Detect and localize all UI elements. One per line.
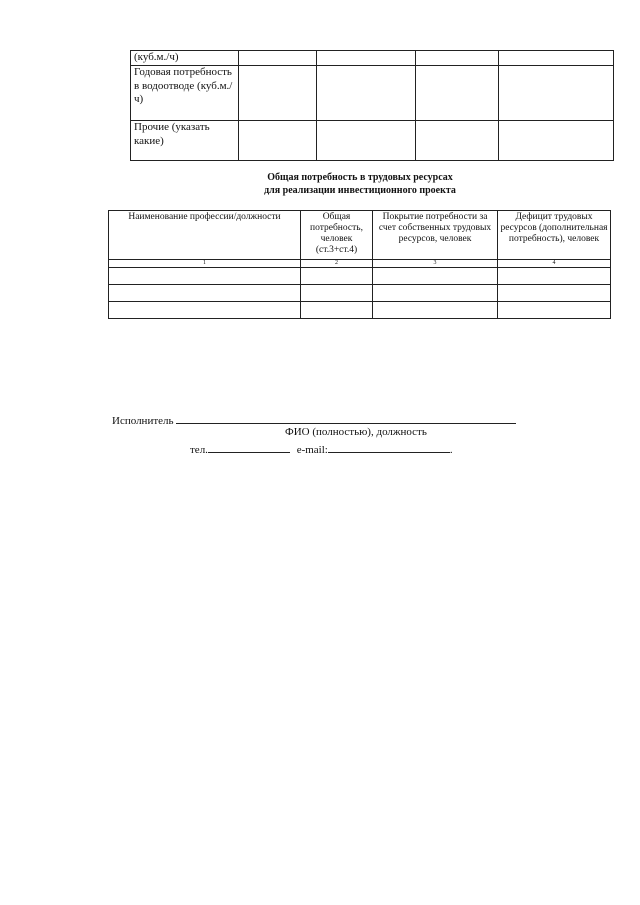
executor-label: Исполнитель (112, 415, 174, 427)
empty-cell (498, 285, 611, 302)
empty-cell (317, 66, 416, 121)
table-row (109, 268, 611, 285)
empty-cell (416, 121, 499, 161)
empty-cell (416, 66, 499, 121)
empty-cell (499, 121, 614, 161)
empty-cell (301, 302, 373, 319)
phone-label: тел. (190, 444, 208, 456)
empty-cell (109, 302, 301, 319)
email-label: e-mail: (296, 444, 328, 456)
empty-cell (301, 268, 373, 285)
empty-cell (373, 302, 498, 319)
empty-cell (239, 66, 317, 121)
column-number: 4 (498, 260, 611, 268)
email-field (328, 441, 450, 453)
empty-cell (317, 121, 416, 161)
table-row (109, 285, 611, 302)
phone-field (208, 441, 290, 453)
resource-label-cell: Годовая потребность в водоотводе (куб.м./ч) (131, 66, 239, 121)
column-number: 2 (301, 260, 373, 268)
table-row (131, 121, 614, 161)
empty-cell (499, 51, 614, 66)
contact-line (190, 441, 453, 457)
header-cell-total: Общая потребность, человек (ст.3+ст.4) (301, 211, 373, 260)
executor-signature-field (176, 412, 516, 424)
empty-cell (317, 51, 416, 66)
column-number: 3 (373, 260, 498, 268)
empty-cell (373, 268, 498, 285)
resource-table (130, 50, 614, 161)
section-title-line2: для реализации инвестиционного проекта (264, 185, 456, 196)
fio-caption: ФИО (полностью), должность (285, 426, 427, 438)
header-cell-deficit: Дефицит трудовых ресурсов (дополнительная потребность), человек (498, 211, 611, 260)
end-mark: . (449, 444, 453, 456)
empty-cell (498, 302, 611, 319)
empty-cell (373, 285, 498, 302)
table-row (109, 302, 611, 319)
column-number-row (109, 260, 611, 268)
table-header-row (109, 211, 611, 260)
empty-cell (109, 268, 301, 285)
header-cell-profession: Наименование профессии/должности (109, 211, 301, 260)
column-number: 1 (109, 260, 301, 268)
empty-cell (239, 121, 317, 161)
empty-cell (416, 51, 499, 66)
resource-label-cell: Прочие (указать какие) (131, 121, 239, 161)
resource-label-cell: (куб.м./ч) (131, 51, 239, 66)
empty-cell (109, 285, 301, 302)
header-cell-own: Покрытие потребности за счет собственных трудовых ресурсов, человек (373, 211, 498, 260)
table-row (131, 66, 614, 121)
table-row (131, 51, 614, 66)
empty-cell (301, 285, 373, 302)
empty-cell (239, 51, 317, 66)
empty-cell (498, 268, 611, 285)
labor-table (108, 210, 611, 319)
section-title-line1: Общая потребность в трудовых ресурсах (267, 172, 453, 183)
empty-cell (499, 66, 614, 121)
